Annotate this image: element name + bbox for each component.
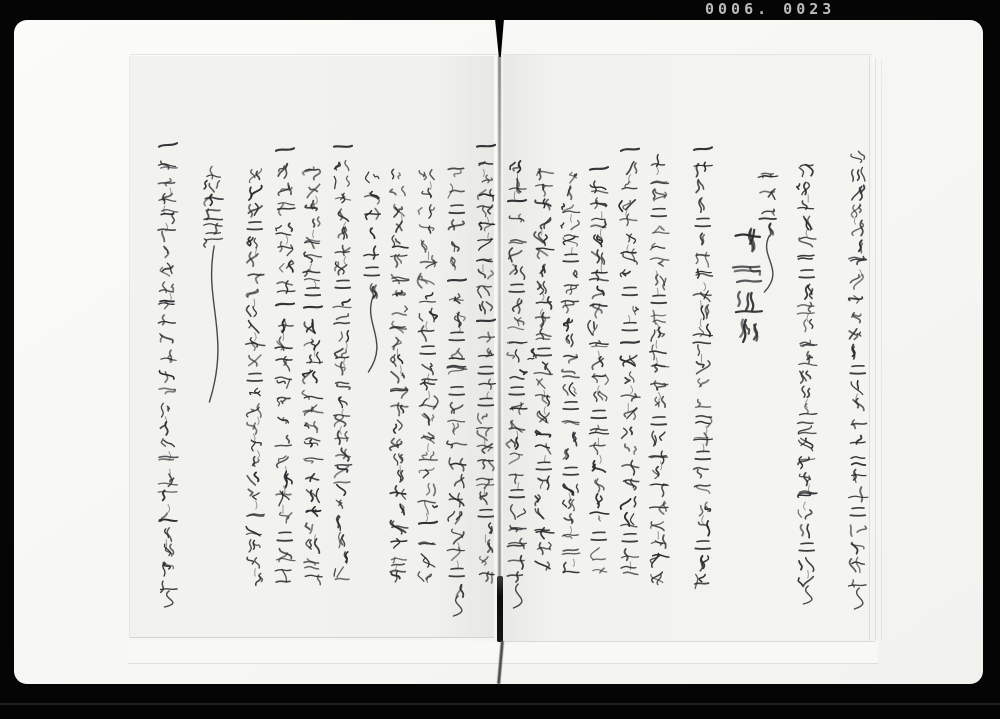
handwriting-strokes [731, 226, 765, 348]
handwriting-strokes [243, 167, 267, 588]
handwriting-strokes [156, 138, 180, 615]
handwriting-strokes [360, 168, 384, 380]
manuscript-text-column [387, 168, 411, 585]
handwriting-strokes [618, 142, 642, 582]
handwriting-strokes [532, 165, 556, 572]
handwriting-strokes [691, 142, 715, 590]
handwriting-strokes [331, 140, 355, 582]
handwriting-strokes [201, 165, 225, 410]
handwriting-strokes [301, 165, 325, 588]
manuscript-text-column [647, 152, 671, 586]
manuscript-text-column [331, 140, 355, 582]
manuscript-text-column [846, 148, 870, 592]
manuscript-text-column [273, 142, 297, 585]
handwriting-strokes [846, 148, 870, 617]
manuscript-text-column [505, 160, 529, 588]
handwriting-strokes [559, 168, 583, 578]
manuscript-text-column [618, 142, 642, 582]
handwriting-strokes [416, 167, 440, 586]
manuscript-text-column [416, 167, 440, 586]
manuscript-text-column [691, 142, 715, 590]
handwriting-strokes [273, 142, 297, 585]
handwriting-strokes [387, 168, 411, 585]
handwriting-strokes [505, 160, 529, 616]
manuscript-text-column [360, 168, 384, 300]
manuscript-text-column [156, 138, 180, 595]
frame-counter: 0006. 0023 [705, 0, 836, 18]
interlinear-note [525, 346, 539, 362]
manuscript-text-column [587, 162, 611, 580]
manuscript-text-column [795, 163, 819, 590]
manuscript-text-column [201, 165, 225, 250]
manuscript-text-column [445, 164, 469, 600]
manuscript-text-column [532, 165, 556, 572]
manuscript-text-column [474, 140, 498, 585]
manuscript-text-column [301, 165, 325, 588]
handwriting-strokes [474, 140, 498, 585]
handwriting-strokes [587, 162, 611, 580]
section-title-column [731, 226, 765, 348]
handwriting-strokes [445, 164, 469, 624]
handwriting-strokes [525, 346, 539, 362]
handwriting-strokes [647, 152, 671, 586]
manuscript-text-column [559, 168, 583, 578]
manuscript-text-column [243, 167, 267, 588]
handwriting-strokes [795, 163, 819, 612]
